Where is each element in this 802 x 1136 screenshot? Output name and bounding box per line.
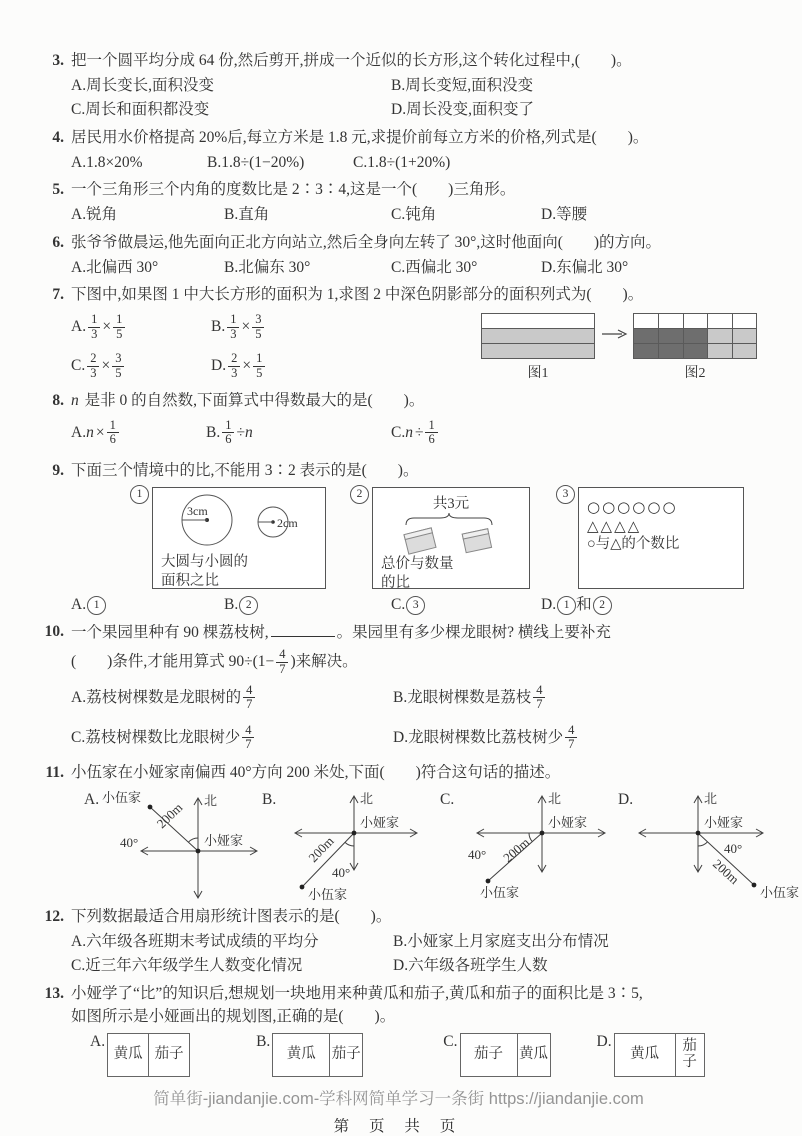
compass-diagram-c xyxy=(440,787,618,901)
grid-cell-light xyxy=(732,343,756,358)
fraction: $\frac{1}{3}$ xyxy=(88,313,100,342)
home-ya-label: 小娅家 xyxy=(704,814,744,830)
compass-svg-b xyxy=(274,787,446,901)
question-number: 13. xyxy=(44,984,64,1002)
option-d: D.等腰 xyxy=(541,206,588,224)
figure-2-label: 图2 xyxy=(684,366,706,382)
plot-cell-left: 黄瓜 xyxy=(630,1045,660,1062)
question-text: 小伍家在小娅家南偏西 40°方向 200 米处,下面( )符合这句话的描述。 xyxy=(71,763,561,781)
fraction: $\frac{4}{7}$ xyxy=(242,724,254,753)
question-text-part: 一个果园里种有 90 棵荔枝树, xyxy=(71,624,269,642)
fraction: $\frac{3}{5}$ xyxy=(112,352,124,381)
plot-a xyxy=(90,1033,190,1077)
question-number: 8. xyxy=(52,392,64,410)
question-text xyxy=(71,621,763,676)
radius-label-big: 3cm xyxy=(187,503,208,518)
figure-1-row-shaded xyxy=(482,343,594,358)
plot-a-box xyxy=(107,1033,190,1077)
option-a: A.荔枝树棵数是龙眼树的 $\frac{4}{7}$ xyxy=(71,684,393,713)
circled-number-1: 1 xyxy=(557,596,576,615)
option-c: C.1.8÷(1+20%) xyxy=(353,153,451,171)
grid-cell-light xyxy=(707,343,731,358)
question-number: 11. xyxy=(45,763,64,781)
option-d xyxy=(211,352,267,381)
grid-cell-dark xyxy=(658,343,682,358)
question-4 xyxy=(34,127,763,174)
compass-diagram-b xyxy=(262,787,440,901)
price-label: 共3元 xyxy=(432,495,470,512)
variable-n: n xyxy=(71,392,79,410)
figure-1-row-shaded xyxy=(482,328,594,343)
question-number: 3. xyxy=(52,52,64,69)
angle-label: 40° xyxy=(120,834,139,850)
fraction: $\frac{1}{6}$ xyxy=(425,419,437,448)
fill-in-blank xyxy=(271,621,335,637)
option-b xyxy=(206,419,391,448)
fraction: $\frac{4}{7}$ xyxy=(243,684,255,713)
question-text: 下面三个情境中的比,不能用 3∶2 表示的是( )。 xyxy=(71,461,419,479)
question-9 xyxy=(34,460,763,616)
north-label: 北 xyxy=(704,790,718,806)
question-text: 下列数据最适合用扇形统计图表示的是( )。 xyxy=(71,907,392,925)
option-a: A.1.8×20% xyxy=(71,153,143,171)
scene-1 xyxy=(130,487,326,589)
circled-number-3: 3 xyxy=(556,485,575,504)
circled-number-1: 1 xyxy=(130,485,149,504)
page-number-label: 第 页 共 页 xyxy=(333,1117,464,1135)
fraction: $\frac{1}{6}$ xyxy=(222,419,234,448)
option-d: D.东偏北 30° xyxy=(541,258,629,276)
question-number: 6. xyxy=(52,233,64,251)
option-c: C.荔枝树棵数比龙眼树少 $\frac{4}{7}$ xyxy=(71,724,393,753)
figure-pair xyxy=(481,313,757,382)
plot-c-box xyxy=(460,1033,551,1077)
option-b: B.1.8÷(1−20%) xyxy=(207,153,305,171)
option-b: B.周长变短,面积没变 xyxy=(391,76,534,94)
question-6 xyxy=(34,232,763,279)
question-text-line2: 如图所示是小娅画出的规划图,正确的是( )。 xyxy=(71,1007,396,1025)
plot-d-box xyxy=(614,1033,705,1077)
option-b: B.龙眼树棵数是荔枝 $\frac{4}{7}$ xyxy=(393,684,547,713)
fraction: $\frac{4}{7}$ xyxy=(533,684,545,713)
fraction: $\frac{1}{6}$ xyxy=(107,419,119,448)
grid-cell-dark xyxy=(634,328,658,343)
question-number: 4. xyxy=(52,128,64,146)
question-text: 下图中,如果图 1 中大长方形的面积为 1,求图 2 中深色阴影部分的面积列式为( )。 xyxy=(71,286,644,304)
compass-diagram-d xyxy=(618,787,800,901)
option-label: D. xyxy=(211,357,227,375)
home-wu-label: 小伍家 xyxy=(480,884,520,900)
triangles-row: △△△△ xyxy=(587,516,642,535)
compass-svg-a xyxy=(96,787,268,901)
scene-1-caption-line1: 大圆与小圆的 xyxy=(161,553,248,570)
question-text: 张爷爷做晨运,他先面向正北方向站立,然后全身向左转了 30°,这时他面向( )的方向。 xyxy=(71,233,662,251)
option-c: C.周长和面积都没变 xyxy=(71,101,210,119)
option-c: C.钝角 xyxy=(391,206,437,224)
figure-2-grid xyxy=(633,313,757,359)
operator: × xyxy=(242,357,252,375)
home-ya-label: 小娅家 xyxy=(204,832,244,848)
question-text-line1: 小娅学了“比”的知识后,想规划一块地用来种黄瓜和茄子,黄瓜和茄子的面积比是 3∶5, xyxy=(71,984,643,1002)
option-a: A. 1 xyxy=(71,594,224,616)
circles-row: ○○○○○○ xyxy=(587,497,678,516)
plot-cell-right: 茄子 xyxy=(148,1034,189,1076)
question-number: 7. xyxy=(52,286,64,304)
question-text xyxy=(71,390,763,413)
plot-d xyxy=(597,1033,705,1077)
question-text: 居民用水价格提高 20%后,每立方米是 1.8 元,求提价前每立方米的价格,列式是( )。 xyxy=(71,128,649,146)
home-ya-label: 小娅家 xyxy=(360,814,400,830)
plot-cell-left: 茄子 xyxy=(474,1045,504,1062)
variable-n: n xyxy=(405,423,413,441)
option-label: B. xyxy=(206,423,221,441)
fraction: $\frac{1}{5}$ xyxy=(253,352,265,381)
question-text-part: ( )条件,才能用算式 90÷(1− xyxy=(71,653,275,671)
plot-cell-right: 黄瓜 xyxy=(517,1034,550,1076)
grid-cell-dark xyxy=(634,343,658,358)
notebook-icon xyxy=(462,529,491,553)
distance-label: 200m xyxy=(500,834,533,866)
question-10 xyxy=(34,621,763,756)
option-a: A.六年级各班期末考试成绩的平均分 xyxy=(71,932,319,950)
question-text: 把一个圆平均分成 64 份,然后剪开,拼成一个近似的长方形,这个转化过程中,( )。 xyxy=(71,52,632,69)
option-label: D. xyxy=(618,790,634,808)
question-7 xyxy=(34,284,763,385)
question-13 xyxy=(34,983,763,1077)
option-a: A.锐角 xyxy=(71,206,118,224)
question-text-part: )来解决。 xyxy=(290,653,358,671)
option-d: D.周长没变,面积变了 xyxy=(391,101,534,119)
plot-cell-right: 茄子 xyxy=(675,1034,704,1076)
option-label: B. xyxy=(262,790,277,808)
scene-2 xyxy=(350,487,530,592)
question-11 xyxy=(34,762,800,902)
circled-number-2: 2 xyxy=(593,596,612,615)
plot-b-box xyxy=(272,1033,363,1077)
option-d: D. 1 和 2 xyxy=(541,594,612,616)
option-b: B.小娅家上月家庭支出分布情况 xyxy=(393,932,609,950)
option-label: A. xyxy=(84,790,100,808)
option-b xyxy=(211,313,266,342)
grid-cell-dark xyxy=(683,328,707,343)
question-3 xyxy=(34,50,763,122)
question-text-rest: 是非 0 的自然数,下面算式中得数最大的是( )。 xyxy=(80,392,425,410)
option-label: C. xyxy=(71,357,86,375)
figure-1-rectangle xyxy=(481,313,595,359)
option-label: C. xyxy=(391,423,406,441)
question-text: 一个三角形三个内角的度数比是 2∶3∶4,这是一个( )三角形。 xyxy=(71,181,516,199)
distance-label: 200m xyxy=(709,855,743,887)
circles-diagram xyxy=(161,492,317,548)
operator: × xyxy=(95,423,105,441)
home-wu-label: 小伍家 xyxy=(102,789,142,805)
grid-cell-dark xyxy=(658,328,682,343)
circled-number-3: 3 xyxy=(406,596,425,615)
scene-2-caption-line1: 总价与数量 xyxy=(381,555,454,572)
brace-icon xyxy=(406,513,492,525)
plot-b xyxy=(256,1033,363,1077)
option-c: C.西偏北 30° xyxy=(391,258,478,276)
option-c: C. 3 xyxy=(391,594,541,616)
fraction: $\frac{4}{7}$ xyxy=(565,724,577,753)
operator: × xyxy=(101,357,111,375)
north-label: 北 xyxy=(360,790,374,806)
scene-1-caption-line2: 面积之比 xyxy=(161,573,219,590)
question-number: 10. xyxy=(44,623,64,641)
grid-cell xyxy=(658,314,682,328)
variable-n: n xyxy=(244,423,253,441)
fraction: $\frac{1}{3}$ xyxy=(227,313,239,342)
fraction: $\frac{2}{3}$ xyxy=(228,352,240,381)
grid-cell xyxy=(732,314,756,328)
option-c xyxy=(71,352,211,381)
compass-svg-c xyxy=(452,787,624,901)
distance-label: 200m xyxy=(153,799,186,831)
grid-cell-light xyxy=(707,328,731,343)
option-c xyxy=(391,419,440,448)
option-a xyxy=(71,419,206,448)
angle-label: 40° xyxy=(468,846,487,862)
circled-number-1: 1 xyxy=(87,596,106,615)
option-label: C. xyxy=(443,1032,458,1050)
plot-c xyxy=(443,1033,550,1077)
option-label: D. xyxy=(596,1032,612,1050)
option-label: A. xyxy=(71,318,87,336)
option-d: D.龙眼树棵数比荔枝树少 $\frac{4}{7}$ xyxy=(393,724,579,753)
option-label: B. xyxy=(256,1032,271,1050)
radius-label-small: 2cm xyxy=(277,515,298,530)
option-c: C.近三年六年级学生人数变化情况 xyxy=(71,957,303,975)
plot-cell-left: 黄瓜 xyxy=(113,1045,143,1062)
grid-cell xyxy=(634,314,658,328)
question-number: 12. xyxy=(44,907,64,925)
figure-1-label: 图1 xyxy=(527,366,549,382)
option-b: B. 2 xyxy=(224,594,391,616)
home-wu-label: 小伍家 xyxy=(308,886,348,902)
scene-3-box xyxy=(578,487,744,589)
fraction: $\frac{4}{7}$ xyxy=(276,648,288,677)
option-a xyxy=(71,313,211,342)
operator: ÷ xyxy=(236,423,245,441)
circled-number-2: 2 xyxy=(350,485,369,504)
option-label: B. xyxy=(211,318,226,336)
compass-svg-d xyxy=(630,787,802,901)
fraction: $\frac{3}{5}$ xyxy=(252,313,264,342)
option-label: A. xyxy=(90,1032,106,1050)
operator: × xyxy=(241,318,251,336)
arrow-right-icon xyxy=(600,327,628,341)
notebooks-diagram xyxy=(392,513,510,555)
option-label: A. xyxy=(71,423,87,441)
home-wu-label: 小伍家 xyxy=(760,884,800,900)
north-label: 北 xyxy=(204,792,218,808)
grid-cell xyxy=(707,314,731,328)
operator: ÷ xyxy=(414,423,424,441)
scene-2-caption-line2: 的比 xyxy=(381,575,410,592)
question-8 xyxy=(34,390,763,451)
home-ya-label: 小娅家 xyxy=(548,814,588,830)
grid-cell-light xyxy=(732,328,756,343)
scene-3-caption: ○与△的个数比 xyxy=(587,536,680,553)
angle-label: 40° xyxy=(332,864,351,880)
angle-label: 40° xyxy=(724,840,743,856)
watermark-text: 简单街-jiandanjie.com-学科网简单学习一条街 https://jiandanjie.com xyxy=(153,1089,644,1108)
scene-2-box xyxy=(372,487,530,592)
distance-label: 200m xyxy=(305,833,337,865)
north-label: 北 xyxy=(548,790,562,806)
question-number: 5. xyxy=(52,181,64,199)
scene-1-box xyxy=(152,487,326,589)
grid-cell xyxy=(683,314,707,328)
option-d: D.六年级各班学生人数 xyxy=(393,957,548,975)
notebook-icon xyxy=(404,528,436,554)
question-12 xyxy=(34,906,763,978)
plot-cell-right: 茄子 xyxy=(329,1034,362,1076)
plot-cell-left: 黄瓜 xyxy=(286,1045,316,1062)
operator: × xyxy=(102,318,112,336)
option-label: C. xyxy=(440,790,455,808)
variable-n: n xyxy=(86,423,94,441)
figure-1-row-white xyxy=(482,314,594,328)
question-5 xyxy=(34,179,763,226)
fraction: $\frac{1}{5}$ xyxy=(113,313,125,342)
question-text xyxy=(71,983,763,1029)
option-b: B.直角 xyxy=(224,206,270,224)
option-a: A.周长变长,面积没变 xyxy=(71,76,214,94)
question-text-part: 。果园里有多少棵龙眼树? 横线上要补充 xyxy=(336,624,611,642)
question-number: 9. xyxy=(52,461,64,479)
option-a: A.北偏西 30° xyxy=(71,258,159,276)
scene-3 xyxy=(556,487,744,589)
compass-diagram-a xyxy=(84,787,262,901)
option-b: B.北偏东 30° xyxy=(224,258,311,276)
grid-cell-dark xyxy=(683,343,707,358)
fraction: $\frac{2}{3}$ xyxy=(87,352,99,381)
circled-number-2: 2 xyxy=(239,596,258,615)
